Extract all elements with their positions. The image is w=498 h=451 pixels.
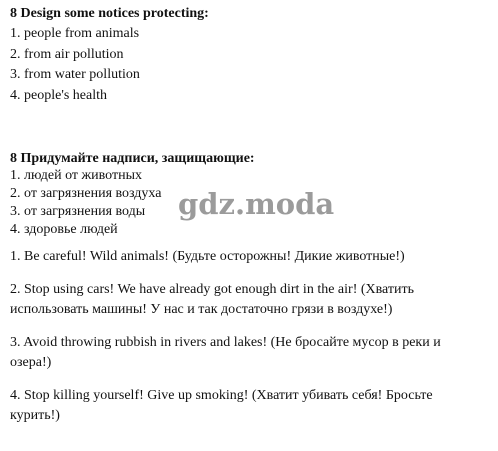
task-item: 1. людей от животных (10, 168, 143, 183)
answer-paragraph (10, 247, 496, 268)
exercise-section-english (10, 4, 490, 107)
task-item: 4. people's health (10, 88, 107, 104)
watermark-logo: gdz.moda (178, 187, 335, 221)
answers-list (10, 247, 496, 439)
task-item: 3. от загрязнения воды (10, 204, 146, 219)
answer-paragraph (10, 386, 496, 427)
answer-line: курить!) (10, 408, 60, 423)
task-item: 2. от загрязнения воздуха (10, 186, 162, 201)
answer-line: 4. Stop killing yourself! Give up smoking! (Хватит убивать себя! Бросьте (10, 387, 433, 403)
answer-line: озера!) (10, 355, 52, 370)
answer-paragraph (10, 280, 496, 321)
answer-paragraph (10, 333, 496, 374)
exercise-heading-english: 8 Design some notices protecting: (10, 6, 209, 21)
answer-line: 3. Avoid throwing rubbish in rivers and lakes! (Не бросайте мусор в реки и (10, 334, 441, 350)
task-item: 1. people from animals (10, 26, 140, 41)
task-item: 4. здоровье людей (10, 222, 118, 237)
answer-line: использовать машины! У нас и так достаточно грязи в воздухе!) (10, 302, 393, 317)
exercise-heading-russian: 8 Придумайте надписи, защищающие: (10, 151, 255, 166)
exercise-section-russian (10, 150, 490, 239)
task-item: 3. from water pollution (10, 67, 140, 83)
answer-line: 1. Be careful! Wild animals! (Будьте осторожны! Дикие животные!) (10, 249, 405, 264)
task-item: 2. from air pollution (10, 46, 124, 62)
answer-line: 2. Stop using cars! We have already got enough dirt in the air! (Хватить (10, 281, 415, 297)
